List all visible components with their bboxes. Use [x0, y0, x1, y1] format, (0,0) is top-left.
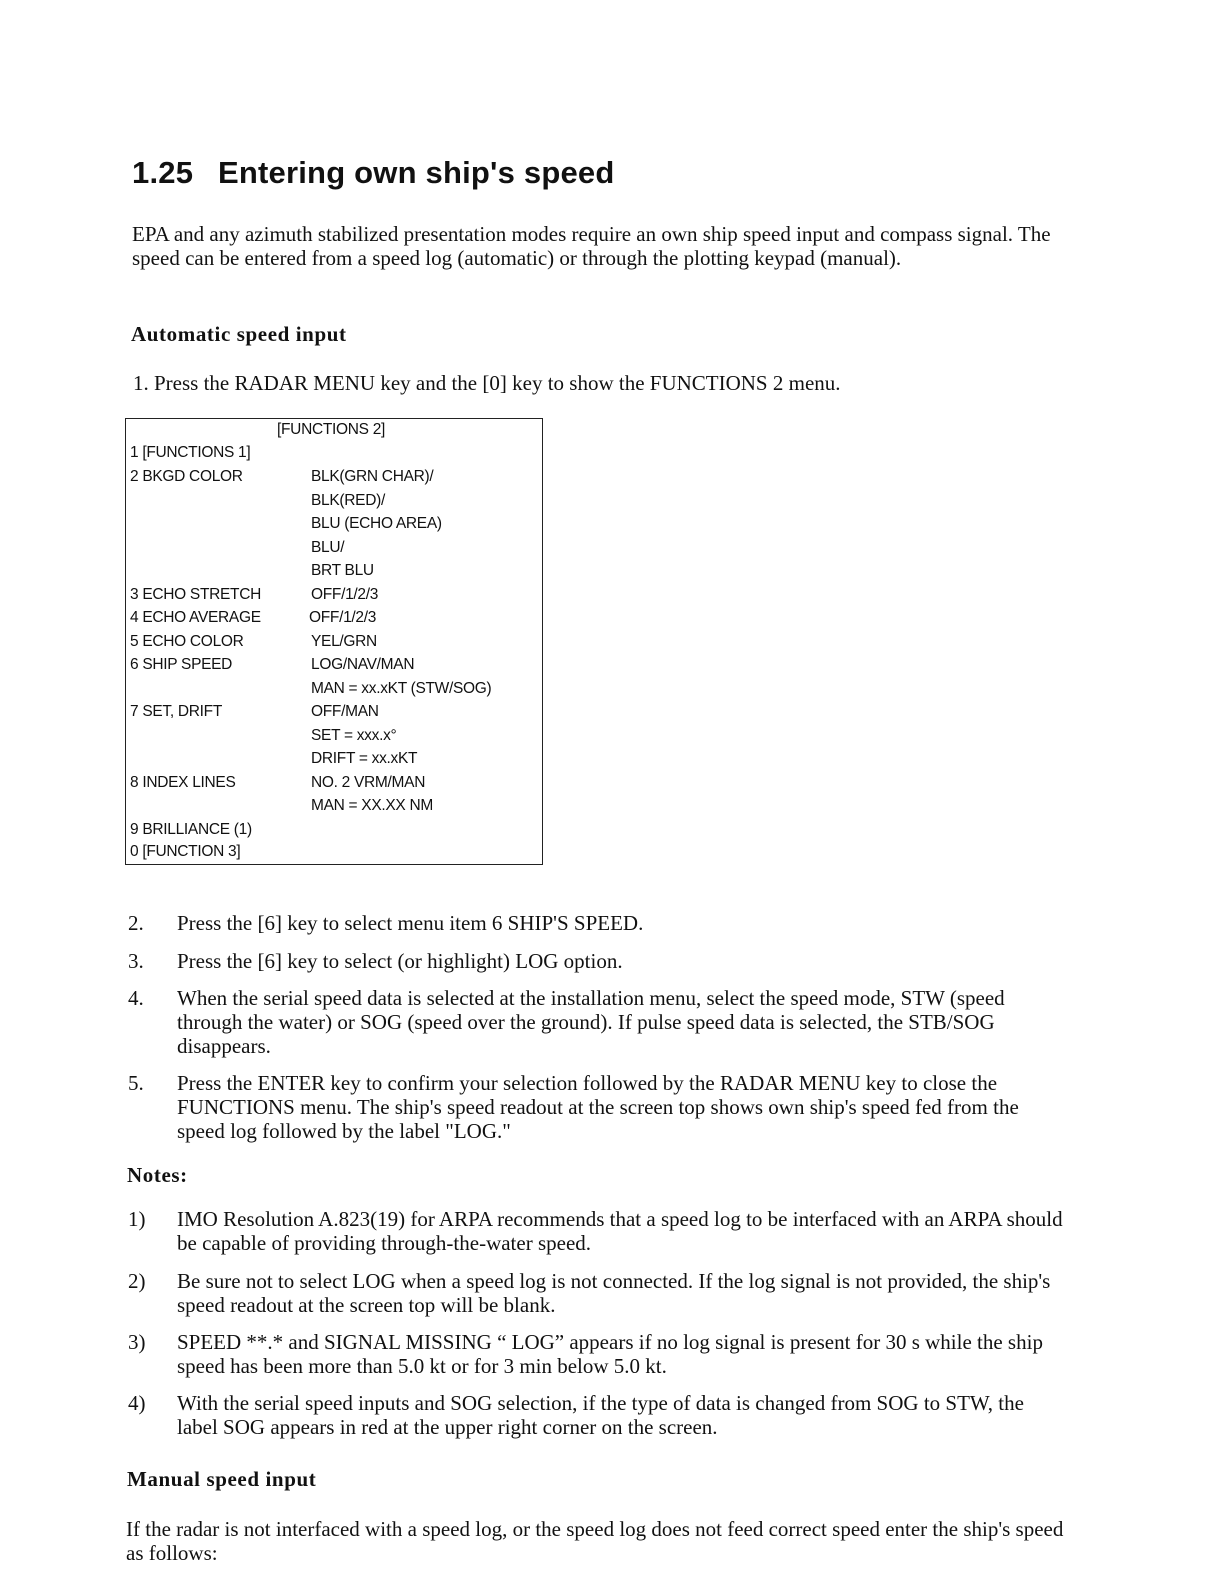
menu-value: YEL/GRN [311, 632, 377, 650]
menu-value: BLK(RED)/ [311, 491, 385, 509]
menu-item-brilliance: 9 BRILLIANCE (1) [130, 820, 252, 838]
step-text: When the serial speed data is selected at the installation menu, select the speed mode, STW (speed through the water) or SOG (speed over the ground). If pulse speed data is selected, the STB/SOG disappears. [177, 986, 1005, 1058]
manual-heading: Manual speed input [127, 1467, 317, 1491]
step-number: 4. [128, 986, 144, 1010]
menu-item-bkgd-color: 2 BKGD COLOR [130, 468, 243, 485]
menu-value: SET = xxx.x° [311, 726, 397, 744]
menu-item-set-drift: 7 SET, DRIFT [130, 703, 222, 720]
menu-value: OFF/1/2/3 [309, 609, 377, 626]
menu-value: OFF/1/2/3 [311, 585, 379, 603]
menu-item-functions-1: 1 [FUNCTIONS 1] [130, 444, 251, 461]
note-number: 1) [128, 1207, 146, 1231]
menu-item-echo-color: 5 ECHO COLOR [130, 632, 244, 650]
menu-value: MAN = xx.xKT (STW/SOG) [311, 679, 492, 697]
notes-heading: Notes: [127, 1163, 188, 1187]
menu-item-functions-3: 0 [FUNCTION 3] [130, 843, 241, 860]
menu-item-echo-stretch: 3 ECHO STRETCH [130, 585, 262, 603]
note-number: 2) [128, 1269, 146, 1293]
step-number: 5. [128, 1071, 144, 1095]
step-number: 2. [128, 911, 144, 935]
intro-paragraph: EPA and any azimuth stabilized presentation modes require an own ship speed input and compass signal. The speed can be entered from a speed log (automatic) or through the plotting keypad (manual). [132, 222, 1051, 270]
step-1: 1. Press the RADAR MENU key and the [0] key to show the FUNCTIONS 2 menu. [133, 371, 841, 395]
automatic-heading: Automatic speed input [131, 322, 347, 346]
menu-value: NO. 2 VRM/MAN [311, 773, 426, 791]
menu-value: BRT BLU [311, 562, 374, 579]
step-text: Press the ENTER key to confirm your selection followed by the RADAR MENU key to close the FUNCTIONS menu. The ship's speed readout at the screen top shows own ship's speed fed from the speed log followed by the label "LOG." [177, 1071, 1019, 1143]
manual-paragraph: If the radar is not interfaced with a speed log, or the speed log does not feed correct speed enter the ship's speed as follows: [126, 1517, 1064, 1565]
menu-item-index-lines: 8 INDEX LINES [130, 773, 236, 791]
menu-value: OFF/MAN [311, 703, 379, 720]
functions-menu-box [125, 418, 543, 865]
menu-value: LOG/NAV/MAN [311, 656, 415, 673]
note-text: SPEED **.* and SIGNAL MISSING “ LOG” appears if no log signal is present for 30 s while the ship speed has been more than 5.0 kt or for 3 min below 5.0 kt. [177, 1330, 1043, 1378]
menu-value: BLU (ECHO AREA) [311, 515, 442, 532]
section-number: 1.25 [132, 155, 194, 190]
menu-title: [FUNCTIONS 2] [277, 421, 386, 438]
note-text: Be sure not to select LOG when a speed log is not connected. If the log signal is not provided, the ship's speed readout at the screen top will be blank. [177, 1269, 1051, 1317]
menu-value: DRIFT = xx.xKT [311, 750, 418, 767]
step-text: Press the [6] key to select menu item 6 SHIP'S SPEED. [177, 911, 644, 935]
note-text: With the serial speed inputs and SOG selection, if the type of data is changed from SOG to STW, the label SOG appears in red at the upper right corner on the screen. [177, 1391, 1024, 1439]
menu-item-ship-speed: 6 SHIP SPEED [130, 656, 233, 673]
note-text: IMO Resolution A.823(19) for ARPA recommends that a speed log to be interfaced with an ARPA should be capable of providing through-the-water speed. [177, 1207, 1063, 1255]
step-text: Press the [6] key to select (or highlight) LOG option. [177, 949, 623, 973]
menu-value: BLU/ [311, 538, 345, 556]
menu-item-echo-average: 4 ECHO AVERAGE [130, 609, 261, 626]
menu-value: MAN = XX.XX NM [311, 797, 433, 814]
note-number: 4) [128, 1391, 146, 1415]
menu-value: BLK(GRN CHAR)/ [311, 468, 434, 485]
step-number: 3. [128, 949, 144, 973]
note-number: 3) [128, 1330, 146, 1354]
section-title-text: Entering own ship's speed [218, 155, 615, 190]
section-title [132, 155, 614, 191]
